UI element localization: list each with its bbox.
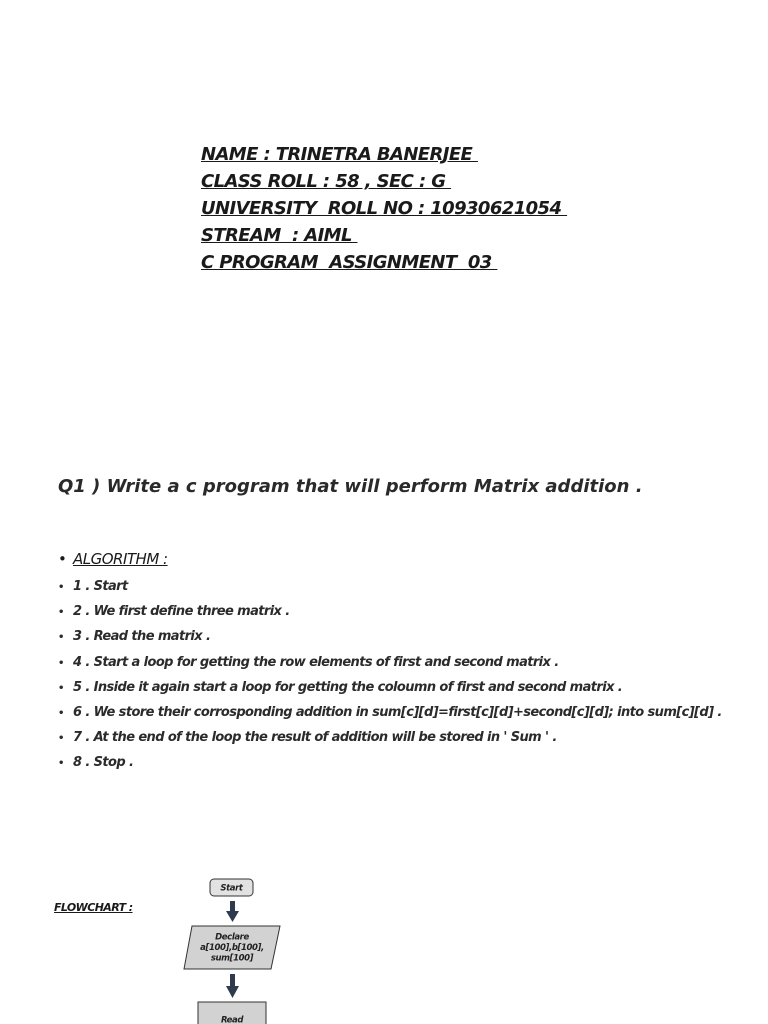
university-roll: UNIVERSITY ROLL NO : 10930621054 xyxy=(201,198,568,219)
algorithm-step: • 3 . Read the matrix . xyxy=(58,626,722,651)
algorithm-step: • 8 . Stop . xyxy=(58,752,722,777)
flowchart-label: FLOWCHART : xyxy=(54,901,133,914)
bullet-icon: • xyxy=(58,707,64,719)
bullet-icon: • xyxy=(58,607,64,619)
flowchart-read-text: Read xyxy=(220,1015,244,1024)
question-title: Q1 ) Write a c program that will perform Matrix addition . xyxy=(58,476,643,497)
bullet-icon: • xyxy=(58,758,64,770)
flowchart-declare-line: a[100],b[100], xyxy=(200,943,264,953)
flowchart-declare-line: Declare xyxy=(215,932,249,943)
bullet-icon: • xyxy=(58,550,67,568)
bullet-icon: • xyxy=(58,682,64,694)
class-roll: CLASS ROLL : 58 , SEC : G xyxy=(201,171,452,192)
flowchart-arrow-icon xyxy=(226,901,239,922)
algorithm-heading-text: ALGORITHM : xyxy=(73,550,168,568)
algorithm-step: • 7 . At the end of the loop the result of addition will be stored in ' Sum ' . xyxy=(58,727,722,752)
algorithm-step: • 6 . We store their corrosponding addition in sum[c][d]=first[c][d]+second[c][d]; into sum[c][d] . xyxy=(58,702,722,727)
algorithm-step: • 5 . Inside it again start a loop for getting the coloumn of first and second matrix . xyxy=(58,677,722,702)
flowchart-declare-line: sum[100] xyxy=(210,953,254,964)
student-name: NAME : TRINETRA BANERJEE xyxy=(201,144,478,165)
bullet-icon: • xyxy=(58,733,64,745)
algorithm-step: • 1 . Start xyxy=(58,576,722,601)
bullet-icon: • xyxy=(58,632,64,644)
flowchart-start-text: Start xyxy=(220,883,243,894)
flowchart-arrow-icon xyxy=(226,974,239,998)
stream: STREAM : AIML xyxy=(201,225,358,246)
algorithm-step: • 2 . We first define three matrix . xyxy=(58,601,722,626)
assignment-title: C PROGRAM ASSIGNMENT 03 xyxy=(201,252,498,273)
bullet-icon: • xyxy=(58,582,64,593)
bullet-icon: • xyxy=(58,657,64,669)
algorithm-step: • 4 . Start a loop for getting the row elements of first and second matrix . xyxy=(58,652,722,677)
